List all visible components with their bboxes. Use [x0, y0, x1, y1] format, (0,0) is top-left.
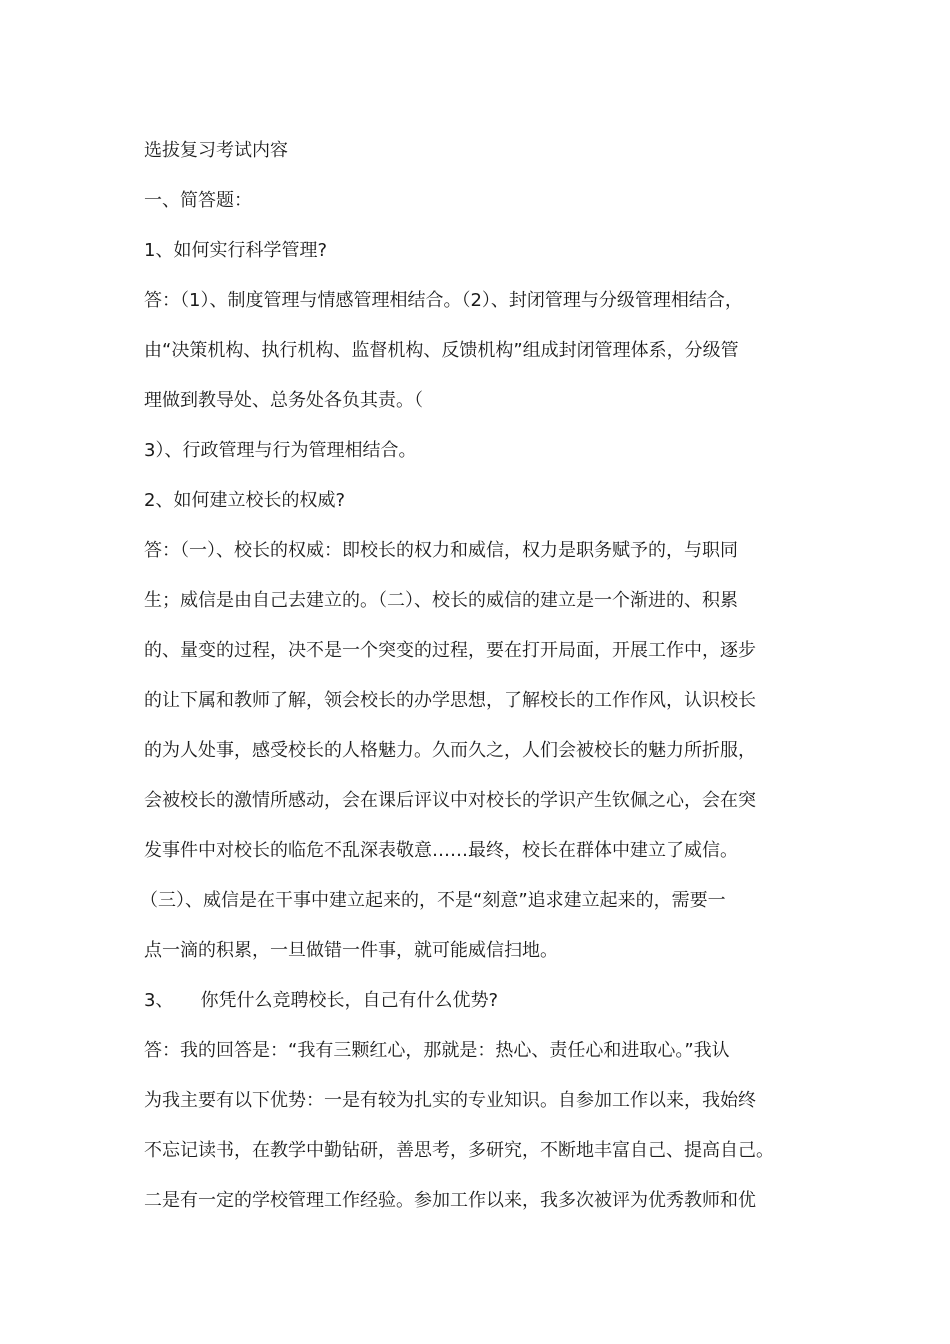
text-line: 1、如何实行科学管理?: [144, 240, 328, 261]
text-line: 生；威信是由自己去建立的。（二）、校长的威信的建立是一个渐进的、积累: [144, 590, 738, 611]
text-line: 的让下属和教师了解，领会校长的办学思想，了解校长的工作作风，认识校长: [144, 690, 756, 711]
text-line: 点一滴的积累，一旦做错一件事，就可能威信扫地。: [144, 940, 558, 961]
text-line: 不忘记读书，在教学中勤钻研，善思考，多研究，不断地丰富自己、提高自己。: [144, 1140, 774, 1161]
text-line: 为我主要有以下优势：一是有较为扎实的专业知识。自参加工作以来，我始终: [144, 1090, 756, 1111]
text-line: 的为人处事，感受校长的人格魅力。久而久之，人们会被校长的魅力所折服，: [144, 740, 756, 761]
text-line: 二是有一定的学校管理工作经验。参加工作以来，我多次被评为优秀教师和优: [144, 1190, 756, 1211]
document-body: [140, 136, 814, 1236]
text-line: 3）、行政管理与行为管理相结合。: [144, 440, 417, 461]
text-line: 答：我的回答是：“我有三颗红心，那就是：热心、责任心和进取心。”我认: [144, 1040, 730, 1061]
text-line: 3、 你凭什么竞聘校长，自己有什么优势?: [144, 990, 499, 1011]
section-heading: 一、简答题：: [144, 190, 252, 211]
document-title: 选拔复习考试内容: [144, 140, 288, 161]
text-line: 理做到教导处、总务处各负其责。（: [144, 390, 423, 411]
text-line: 答：（1）、制度管理与情感管理相结合。（2）、封闭管理与分级管理相结合，: [144, 290, 743, 311]
text-line: 答：（一）、校长的权威：即校长的权力和威信，权力是职务赋予的，与职同: [144, 540, 738, 561]
text-line: 由“决策机构、执行机构、监督机构、反馈机构”组成封闭管理体系，分级管: [144, 340, 739, 361]
text-line: （三）、威信是在干事中建立起来的，不是“刻意”追求建立起来的，需要一: [140, 890, 726, 911]
text-line: 2、如何建立校长的权威?: [144, 490, 346, 511]
text-line: 会被校长的激情所感动，会在课后评议中对校长的学识产生钦佩之心，会在突: [144, 790, 756, 811]
text-line: 发事件中对校长的临危不乱深表敬意……最终，校长在群体中建立了威信。: [144, 840, 738, 861]
text-line: 的、量变的过程，决不是一个突变的过程，要在打开局面，开展工作中，逐步: [144, 640, 756, 661]
